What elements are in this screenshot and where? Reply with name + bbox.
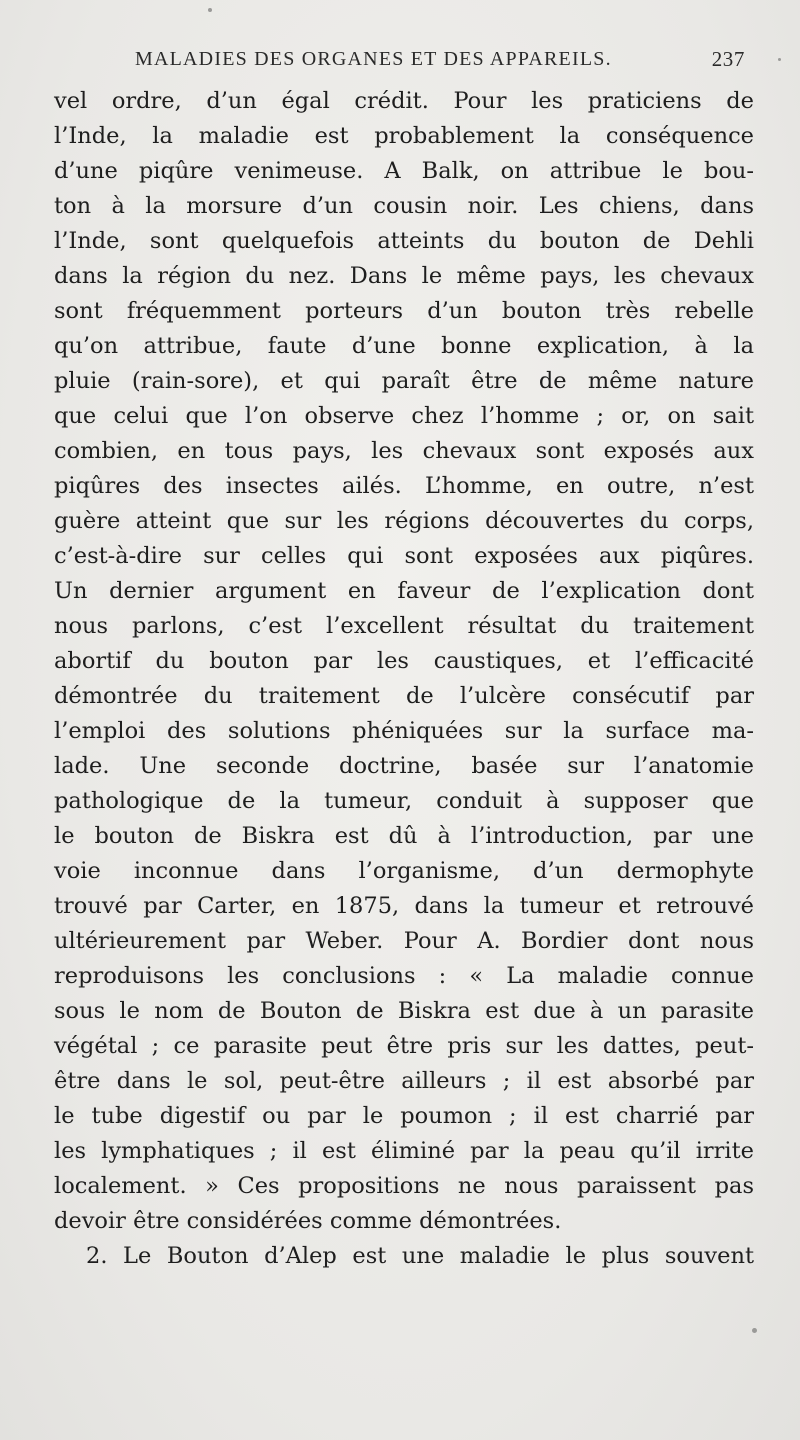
page-number: 237 [711,46,745,71]
ink-speck [752,1328,757,1333]
text-line: le bouton de Biskra est dû à l’introduction, par une [54,823,754,849]
text-line: lade. Une seconde doctrine, basée sur l’anatomie [54,753,754,779]
text-line: sous le nom de Bouton de Biskra est due à un parasite [54,998,754,1024]
text-line: pathologique de la tumeur, conduit à supposer que [54,788,754,814]
text-line: vel ordre, d’un égal crédit. Pour les praticiens de [54,88,754,114]
text-line: l’Inde, sont quelquefois atteints du bouton de Dehli [54,228,754,254]
text-line: végétal ; ce parasite peut être pris sur les dattes, peut- [54,1033,754,1059]
text-line: que celui que l’on observe chez l’homme ; or, on sait [54,403,754,429]
text-line: ton à la morsure d’un cousin noir. Les chiens, dans [54,193,754,219]
text-line: d’une piqûre venimeuse. A Balk, on attribue le bou- [54,158,754,184]
text-line: pluie (rain-sore), et qui paraît être de même nature [54,368,754,394]
text-line: qu’on attribue, faute d’une bonne explication, à la [54,333,754,359]
text-line: l’Inde, la maladie est probablement la conséquence [54,123,754,149]
text-line: guère atteint que sur les régions découvertes du corps, [54,508,754,534]
text-line: nous parlons, c’est l’excellent résultat du traitement [54,613,754,639]
body-text [54,84,754,1274]
text-line: ultérieurement par Weber. Pour A. Bordier dont nous [54,928,754,954]
text-line: abortif du bouton par les caustiques, et l’efficacité [54,648,754,674]
text-line: localement. » Ces propositions ne nous paraissent pas [54,1173,754,1199]
paragraph-last-line: devoir être considérées comme démontrées. [54,1208,562,1234]
text-line: l’emploi des solutions phéniquées sur la surface ma- [54,718,754,744]
text-line: trouvé par Carter, en 1875, dans la tumeur et retrouvé [54,893,754,919]
text-line: les lymphatiques ; il est éliminé par la peau qu’il irrite [54,1138,754,1164]
ink-speck [778,58,781,61]
text-line: dans la région du nez. Dans le même pays, les chevaux [54,263,754,289]
running-title: MALADIES DES ORGANES ET DES APPAREILS. [135,47,612,70]
text-line: voie inconnue dans l’organisme, d’un dermophyte [54,858,754,884]
running-header [135,44,745,74]
text-line: sont fréquemment porteurs d’un bouton très rebelle [54,298,754,324]
numbered-paragraph-start: 2. Le Bouton d’Alep est une maladie le plus souvent [86,1243,754,1269]
text-line: combien, en tous pays, les chevaux sont exposés aux [54,438,754,464]
text-line: piqûres des insectes ailés. L’homme, en outre, n’est [54,473,754,499]
text-line: c’est-à-dire sur celles qui sont exposées aux piqûres. [54,543,754,569]
ink-speck [208,8,212,12]
text-line: être dans le sol, peut-être ailleurs ; il est absorbé par [54,1068,754,1094]
text-line: reproduisons les conclusions : « La maladie connue [54,963,754,989]
text-line: Un dernier argument en faveur de l’explication dont [54,578,754,604]
text-line: le tube digestif ou par le poumon ; il est charrié par [54,1103,754,1129]
text-line: démontrée du traitement de l’ulcère consécutif par [54,683,754,709]
